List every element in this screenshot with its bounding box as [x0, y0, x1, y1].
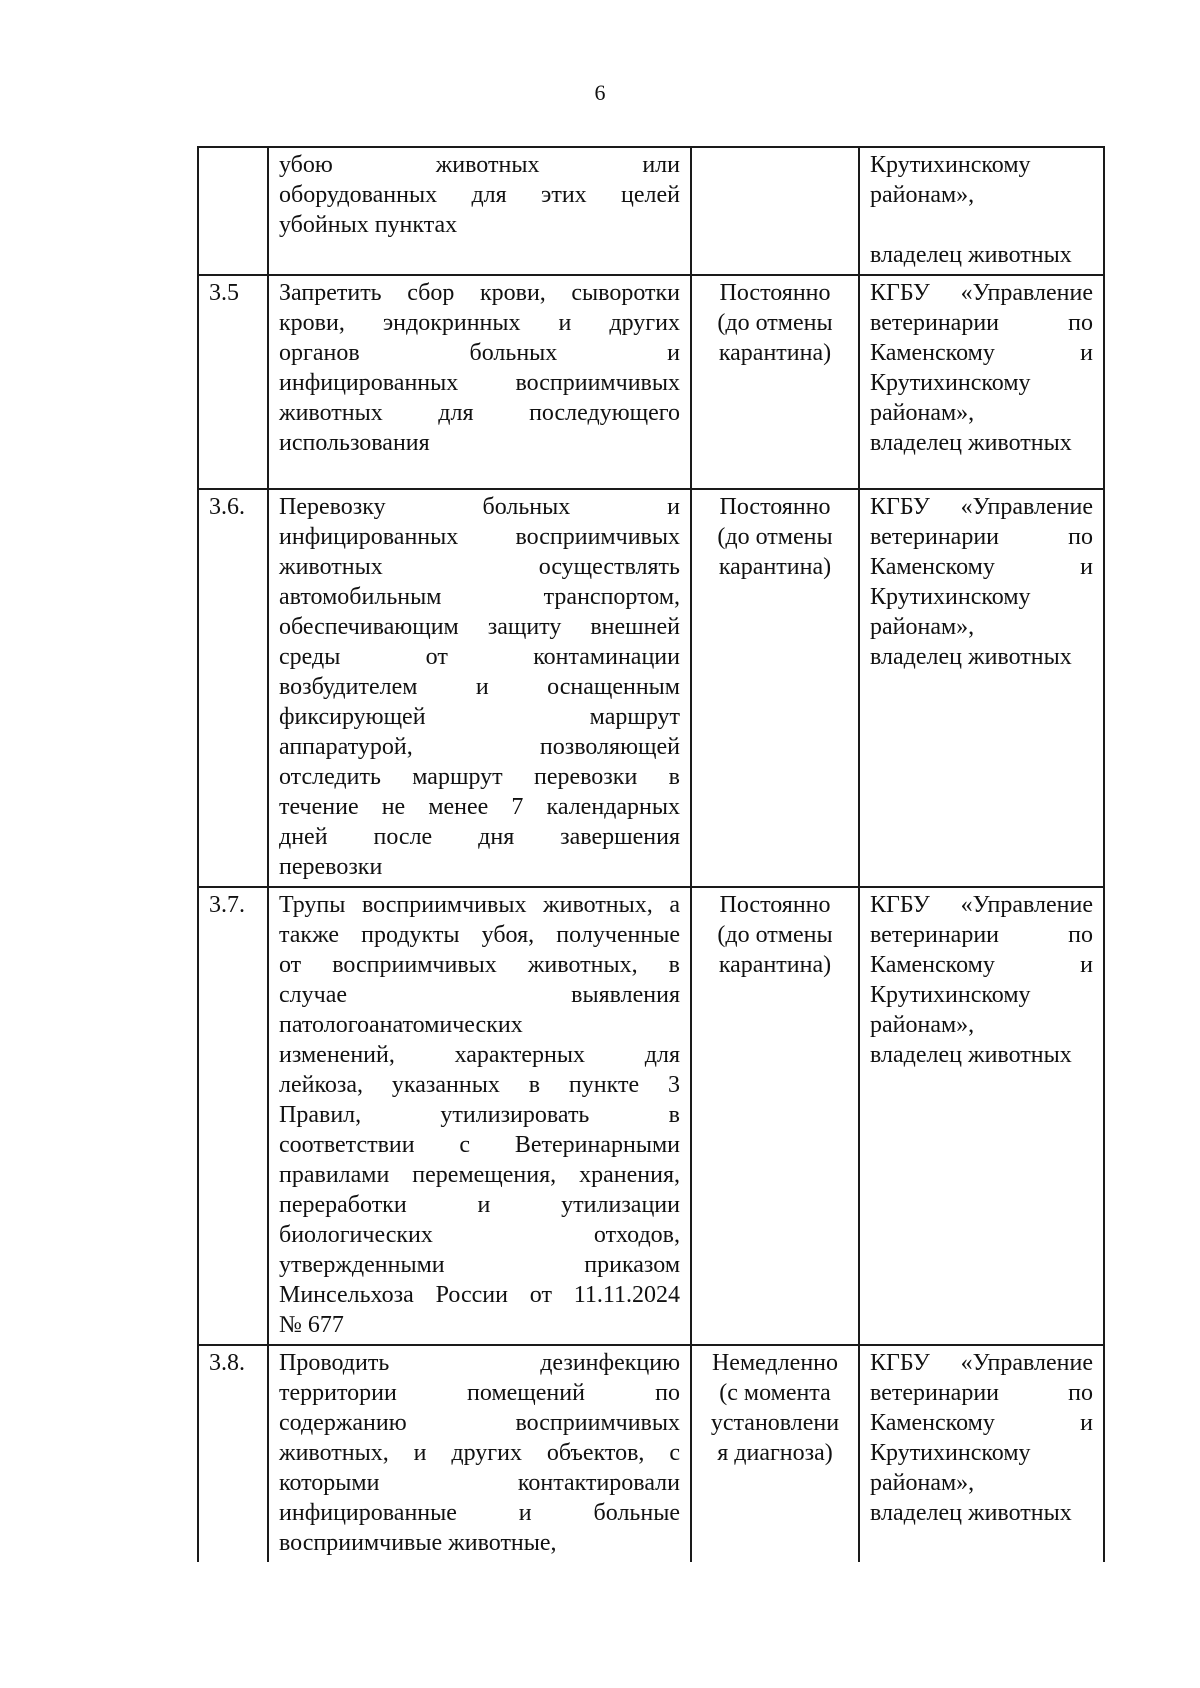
measure-description-cell: [268, 887, 691, 1345]
text-line: инфицированные и больные: [279, 1500, 680, 1526]
table-row: [198, 887, 1104, 1345]
text-line: органов больных и: [279, 340, 680, 366]
text-line: Немедленно: [711, 1350, 839, 1376]
page-number: 6: [594, 80, 606, 105]
text-line: правилами перемещения, хранения,: [279, 1162, 680, 1188]
text-line: животных, и других объектов, с: [279, 1440, 680, 1466]
text-line: содержанию восприимчивых: [279, 1410, 680, 1436]
text-line: инфицированных восприимчивых: [279, 524, 680, 550]
text-line: ветеринарии по: [870, 1380, 1093, 1406]
text-line: которыми контактировали: [279, 1470, 680, 1496]
text-line: восприимчивые животные,: [279, 1530, 557, 1556]
text-line: Крутихинскому: [870, 152, 1031, 178]
text-line: Проводить дезинфекцию: [279, 1350, 680, 1376]
text-line: владелец животных: [870, 242, 1072, 268]
text-line: установлени: [710, 1410, 840, 1436]
text-line: Каменскому и: [870, 340, 1093, 366]
measure-description-cell: [268, 489, 691, 887]
text-line: владелец животных: [870, 1500, 1072, 1526]
text-line: Правил, утилизировать в: [279, 1102, 680, 1128]
text-line: ветеринарии по: [870, 922, 1093, 948]
text-line: ветеринарии по: [870, 524, 1093, 550]
text-line: крови, эндокринных и других: [279, 310, 680, 336]
text-line: животных осуществлять: [279, 554, 680, 580]
text-line: также продукты убоя, полученные: [279, 922, 680, 948]
text-line: Постоянно: [719, 494, 831, 520]
item-number-cell: 3.7.: [198, 887, 268, 1345]
text-line: среды от контаминации: [279, 644, 680, 670]
text-line: владелец животных: [870, 1042, 1072, 1068]
term-cell: [691, 489, 859, 887]
text-line: соответствии с Ветеринарными: [279, 1132, 680, 1158]
text-line: Каменскому и: [870, 554, 1093, 580]
text-line: Крутихинскому: [870, 1440, 1031, 1466]
measure-description-cell: [268, 1345, 691, 1562]
text-line: районам»,: [870, 1012, 975, 1038]
text-line: отследить маршрут перевозки в: [279, 764, 680, 790]
text-line: убойных пунктах: [279, 212, 458, 238]
item-number-cell: 3.6.: [198, 489, 268, 887]
text-line: Крутихинскому: [870, 982, 1031, 1008]
table-row: [198, 275, 1104, 489]
text-line: животных для последующего: [279, 400, 680, 426]
text-line: Постоянно: [719, 280, 831, 306]
text-line: Запретить сбор крови, сыворотки: [279, 280, 680, 306]
text-line: районам»,: [870, 614, 975, 640]
text-line: карантина): [718, 554, 832, 580]
text-line: КГБУ «Управление: [870, 892, 1093, 918]
term-cell: [691, 887, 859, 1345]
text-line: аппаратурой, позволяющей: [279, 734, 680, 760]
text-line: карантина): [718, 340, 832, 366]
text-line: я диагноза): [717, 1440, 833, 1466]
text-line: Перевозку больных и: [279, 494, 680, 520]
table-row: [198, 147, 1104, 275]
text-line: течение не менее 7 календарных: [279, 794, 680, 820]
measure-description-cell: [268, 275, 691, 489]
term-cell: [691, 1345, 859, 1562]
table-row: [198, 489, 1104, 887]
blank-line: [870, 210, 1093, 240]
text-line: оборудованных для этих целей: [279, 182, 680, 208]
text-line: территории помещений по: [279, 1380, 680, 1406]
responsible-cell: [859, 147, 1104, 275]
text-line: утвержденными приказом: [279, 1252, 680, 1278]
item-number-cell: [198, 147, 268, 275]
text-line: Крутихинскому: [870, 370, 1031, 396]
item-number-cell: 3.8.: [198, 1345, 268, 1562]
text-line: обеспечивающим защиту внешней: [279, 614, 680, 640]
text-line: (до отмены: [717, 310, 833, 336]
responsible-cell: [859, 887, 1104, 1345]
term-cell: [691, 147, 859, 275]
text-line: карантина): [718, 952, 832, 978]
table-row: [198, 1345, 1104, 1562]
responsible-cell: [859, 1345, 1104, 1562]
text-line: ветеринарии по: [870, 310, 1093, 336]
text-line: владелец животных: [870, 644, 1072, 670]
text-line: районам»,: [870, 1470, 975, 1496]
text-line: фиксирующей маршрут: [279, 704, 680, 730]
text-line: № 677: [279, 1312, 344, 1338]
text-line: использования: [279, 430, 430, 456]
text-line: (до отмены: [717, 524, 833, 550]
text-line: переработки и утилизации: [279, 1192, 680, 1218]
responsible-cell: [859, 489, 1104, 887]
text-line: районам»,: [870, 182, 975, 208]
text-line: от восприимчивых животных, в: [279, 952, 680, 978]
text-line: (до отмены: [717, 922, 833, 948]
text-line: Крутихинскому: [870, 584, 1031, 610]
text-line: владелец животных: [870, 430, 1072, 456]
text-line: случае выявления: [279, 982, 680, 1008]
text-line: (с момента: [719, 1380, 831, 1406]
term-cell: [691, 275, 859, 489]
text-line: убою животных или: [279, 152, 680, 178]
measure-description-cell: [268, 147, 691, 275]
responsible-cell: [859, 275, 1104, 489]
text-line: изменений, характерных для: [279, 1042, 680, 1068]
text-line: возбудителем и оснащенным: [279, 674, 680, 700]
text-line: биологических отходов,: [279, 1222, 680, 1248]
measures-table: [197, 146, 1105, 1562]
text-line: Каменскому и: [870, 1410, 1093, 1436]
text-line: Минсельхоза России от 11.11.2024: [279, 1282, 680, 1308]
text-line: перевозки: [279, 854, 383, 880]
text-line: автомобильным транспортом,: [279, 584, 680, 610]
text-line: патологоанатомических: [279, 1012, 523, 1038]
text-line: Постоянно: [719, 892, 831, 918]
text-line: районам»,: [870, 400, 975, 426]
text-line: КГБУ «Управление: [870, 494, 1093, 520]
text-line: лейкоза, указанных в пункте 3: [279, 1072, 680, 1098]
text-line: КГБУ «Управление: [870, 280, 1093, 306]
text-line: Каменскому и: [870, 952, 1093, 978]
text-line: дней после дня завершения: [279, 824, 680, 850]
text-line: Трупы восприимчивых животных, а: [279, 892, 680, 918]
item-number-cell: 3.5: [198, 275, 268, 489]
text-line: КГБУ «Управление: [870, 1350, 1093, 1376]
text-line: инфицированных восприимчивых: [279, 370, 680, 396]
